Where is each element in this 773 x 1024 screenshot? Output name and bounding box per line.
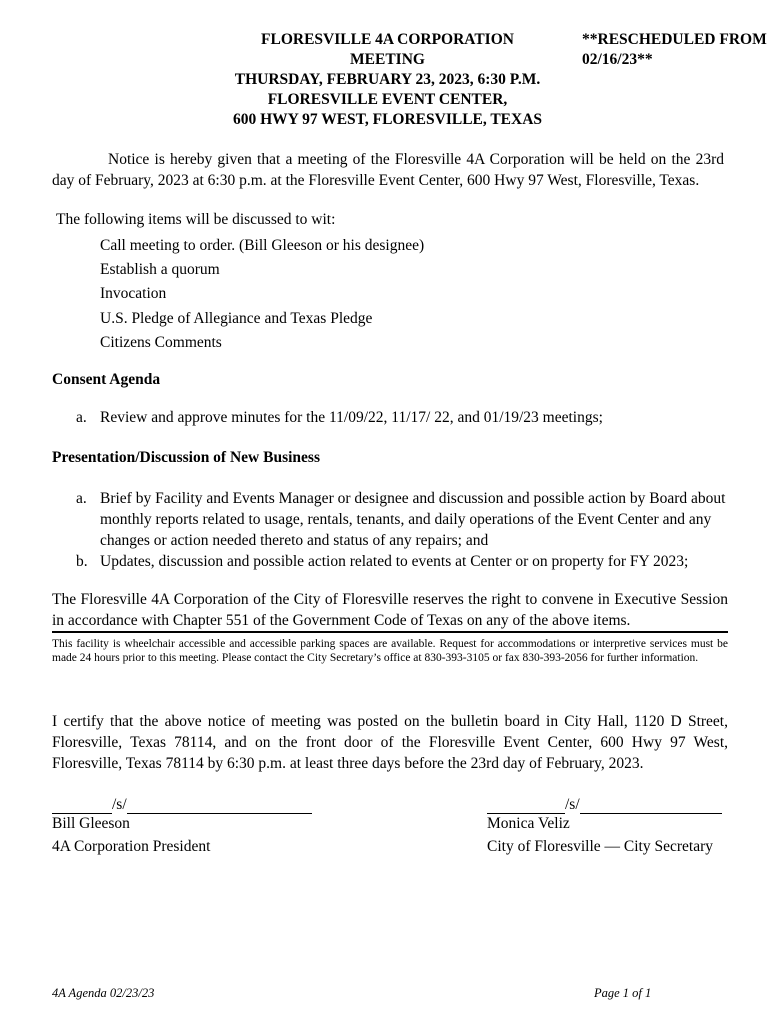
notice-paragraph: Notice is hereby given that a meeting of the Floresville 4A Corporation will be held on the 23rd day of February, 2023 at 6:30 p.m. at the Floresville Event Center, 600 Hwy 97 West, Floresville, Texas.: [52, 151, 724, 189]
header-line: MEETING: [350, 51, 425, 68]
header-line: THURSDAY, FEBRUARY 23, 2023, 6:30 P.M.: [234, 71, 541, 88]
signer-title: 4A Corporation President: [52, 838, 211, 855]
list-item: [52, 488, 732, 551]
item-text: Review and approve minutes for the 11/09/22, 11/17/ 22, and 01/19/23 meetings;: [100, 409, 603, 426]
item-text: Brief by Facility and Events Manager or designee and discussion and possible action by Board about monthly reports related to usage, rentals, tenants, and daily operations of the Event Center and any changes or action needed thereto and status of any repairs; and: [100, 490, 726, 549]
list-item: [52, 551, 732, 572]
accessibility-notice: This facility is wheelchair accessible and accessible parking spaces are available. Request for accommodations or interpretive services must be made 24 hours prior to this meeting. Please contact the City Secretary’s office at 830-393-3105 or fax 830-393-2056 for further information.: [52, 638, 728, 664]
signer-title: City of Floresville — City Secretary: [487, 838, 714, 855]
header-line: FLORESVILLE 4A CORPORATION: [261, 31, 514, 48]
header-line: FLORESVILLE EVENT CENTER,: [267, 91, 508, 108]
signature-line-right: [487, 796, 722, 814]
list-item: Call meeting to order. (Bill Gleeson or his designee): [100, 237, 425, 254]
meeting-header: [205, 30, 570, 130]
list-item: [52, 407, 732, 428]
signature-line-left: [52, 796, 312, 814]
list-item: U.S. Pledge of Allegiance and Texas Pledge: [100, 309, 373, 327]
signer-name: Bill Gleeson: [52, 815, 130, 832]
item-letter: a.: [76, 490, 87, 507]
list-item: Invocation: [100, 285, 167, 303]
signature-mark: /s/: [112, 796, 127, 813]
item-letter: b.: [76, 553, 88, 570]
rescheduled-note: [582, 30, 772, 70]
divider: [52, 631, 728, 633]
new-business-heading: Presentation/Discussion of New Business: [52, 449, 320, 466]
list-item: Citizens Comments: [100, 333, 222, 351]
signature-mark: /s/: [565, 796, 580, 813]
signer-name: Monica Veliz: [487, 815, 570, 832]
items-intro: The following items will be discussed to wit:: [56, 211, 336, 228]
header-line: 600 HWY 97 WEST, FLORESVILLE, TEXAS: [232, 111, 543, 128]
rescheduled-line: 02/16/23**: [582, 51, 653, 68]
certification-paragraph: I certify that the above notice of meeting was posted on the bulletin board in City Hall, 1120 D Street, Floresville, Texas 78114, and on the front door of the Floresville Event Center, 600 Hwy 97 West, Floresville, Texas 78114 by 6:30 p.m. at least three days before the 23rd day of February, 2023.: [52, 713, 728, 772]
item-letter: a.: [76, 409, 87, 426]
opening-items-list: [100, 234, 424, 355]
new-business-list: [52, 488, 732, 572]
rescheduled-line: **RESCHEDULED FROM: [582, 31, 767, 48]
item-text: Updates, discussion and possible action related to events at Center or on property for FY 2023;: [100, 553, 689, 570]
consent-agenda-list: [52, 407, 732, 428]
list-item: Establish a quorum: [100, 261, 220, 279]
executive-session-notice: The Floresville 4A Corporation of the City of Floresville reserves the right to convene in Executive Session in accordance with Chapter 551 of the Government Code of Texas on any of the above items.: [52, 591, 728, 629]
footer-page-number: Page 1 of 1: [594, 986, 652, 1000]
consent-agenda-heading: Consent Agenda: [52, 371, 161, 388]
footer-document-id: 4A Agenda 02/23/23: [52, 986, 155, 1000]
